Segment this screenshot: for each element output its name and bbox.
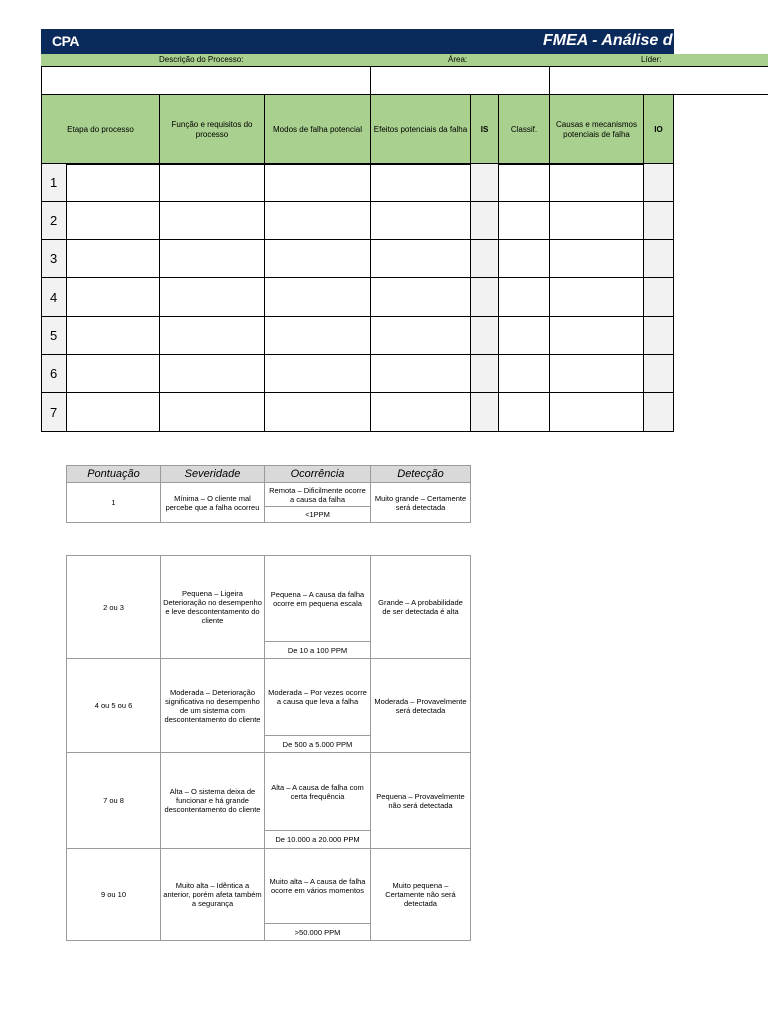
occurrence-ppm-cell: De 10 a 100 PPM: [264, 641, 371, 659]
grid-cell[interactable]: [643, 201, 674, 240]
ref-header: Ocorrência: [264, 465, 371, 483]
grid-cell[interactable]: [370, 316, 471, 355]
occurrence-ppm-cell: <1PPM: [264, 506, 371, 523]
grid-cell[interactable]: [264, 354, 371, 393]
grid-cell[interactable]: [498, 316, 550, 355]
grid-cell[interactable]: [159, 392, 265, 432]
grid-cell[interactable]: [643, 354, 674, 393]
grid-cell[interactable]: [498, 201, 550, 240]
score-cell: 2 ou 3: [66, 555, 161, 659]
leader-field[interactable]: [549, 66, 768, 95]
score-cell: 4 ou 5 ou 6: [66, 658, 161, 753]
row-number: 3: [41, 239, 67, 278]
occurrence-cell: Remota – Dificilmente ocorre a causa da falha: [264, 482, 371, 507]
occurrence-cell: Muito alta – A causa de falha ocorre em vários momentos: [264, 848, 371, 924]
grid-cell[interactable]: [498, 163, 550, 202]
occurrence-cell: Pequena – A causa da falha ocorre em pequena escala: [264, 555, 371, 642]
grid-cell[interactable]: [66, 239, 160, 278]
grid-cell[interactable]: [370, 392, 471, 432]
grid-cell[interactable]: [66, 354, 160, 393]
grid-cell[interactable]: [370, 277, 471, 317]
grid-cell[interactable]: [470, 163, 499, 202]
grid-cell[interactable]: [470, 354, 499, 393]
grid-cell[interactable]: [498, 392, 550, 432]
grid-cell[interactable]: [643, 163, 674, 202]
grid-cell[interactable]: [643, 239, 674, 278]
row-number: 1: [41, 163, 67, 202]
grid-cell[interactable]: [498, 239, 550, 278]
grid-cell[interactable]: [264, 316, 371, 355]
grid-cell[interactable]: [549, 163, 644, 202]
grid-cell[interactable]: [159, 163, 265, 202]
grid-cell[interactable]: [549, 354, 644, 393]
occurrence-ppm-cell: >50.000 PPM: [264, 923, 371, 941]
grid-cell[interactable]: [264, 392, 371, 432]
cpa-logo: [52, 33, 79, 49]
grid-cell[interactable]: [264, 239, 371, 278]
severity-cell: Muito alta – Idêntica a anterior, porém afeta também a segurança: [160, 848, 265, 941]
detection-cell: Moderada – Provavelmente será detectada: [370, 658, 471, 753]
grid-cell[interactable]: [470, 316, 499, 355]
process-description-label: Descrição do Processo:: [159, 55, 244, 64]
grid-cell[interactable]: [66, 277, 160, 317]
grid-cell[interactable]: [498, 277, 550, 317]
grid-cell[interactable]: [264, 277, 371, 317]
grid-cell[interactable]: [643, 316, 674, 355]
grid-cell[interactable]: [470, 201, 499, 240]
grid-cell[interactable]: [370, 354, 471, 393]
grid-cell[interactable]: [159, 277, 265, 317]
occurrence-ppm-cell: De 10.000 a 20.000 PPM: [264, 830, 371, 849]
grid-cell[interactable]: [370, 239, 471, 278]
row-number: 7: [41, 392, 67, 432]
grid-cell[interactable]: [643, 392, 674, 432]
column-header: Classif.: [498, 94, 550, 165]
column-header: Causas e mecanismos potenciais de falha: [549, 94, 644, 165]
grid-cell[interactable]: [470, 392, 499, 432]
row-number: 4: [41, 277, 67, 317]
grid-cell[interactable]: [549, 316, 644, 355]
process-description-field[interactable]: [41, 66, 371, 95]
severity-cell: Moderada – Deterioração significativa no desempenho de um sistema com descontentamento do cliente: [160, 658, 265, 753]
detection-cell: Muito grande – Certamente será detectada: [370, 482, 471, 523]
grid-cell[interactable]: [470, 277, 499, 317]
leader-label: Líder:: [641, 55, 662, 64]
occurrence-ppm-cell: De 500 a 5.000 PPM: [264, 735, 371, 753]
grid-cell[interactable]: [66, 316, 160, 355]
column-header: IS: [470, 94, 499, 165]
grid-cell[interactable]: [470, 239, 499, 278]
column-header: Efeitos potenciais da falha: [370, 94, 471, 165]
score-cell: 1: [66, 482, 161, 523]
detection-cell: Muito pequena – Certamente não será detectada: [370, 848, 471, 941]
logo-text: CPA: [52, 33, 80, 49]
grid-cell[interactable]: [549, 239, 644, 278]
grid-cell[interactable]: [159, 201, 265, 240]
row-number: 2: [41, 201, 67, 240]
detection-cell: Grande – A probabilidade de ser detectada é alta: [370, 555, 471, 659]
detection-cell: Pequena – Provavelmente não será detectada: [370, 752, 471, 849]
occurrence-cell: Moderada – Por vezes ocorre a causa que leva a falha: [264, 658, 371, 736]
severity-cell: Pequena – Ligeira Deterioração no desempenho e leve descontentamento do cliente: [160, 555, 265, 659]
grid-cell[interactable]: [159, 239, 265, 278]
severity-cell: Mínima – O cliente mal percebe que a falha ocorreu: [160, 482, 265, 523]
column-header: Modos de falha potencial: [264, 94, 371, 165]
grid-cell[interactable]: [264, 201, 371, 240]
grid-cell[interactable]: [159, 316, 265, 355]
grid-cell[interactable]: [264, 163, 371, 202]
ref-header: Pontuação: [66, 465, 161, 483]
column-header: Etapa do processo: [41, 94, 160, 165]
column-header: Função e requisitos do processo: [159, 94, 265, 165]
score-cell: 7 ou 8: [66, 752, 161, 849]
grid-cell[interactable]: [549, 277, 644, 317]
score-cell: 9 ou 10: [66, 848, 161, 941]
grid-cell[interactable]: [370, 163, 471, 202]
grid-cell[interactable]: [66, 392, 160, 432]
row-number: 6: [41, 354, 67, 393]
grid-cell[interactable]: [498, 354, 550, 393]
grid-cell[interactable]: [549, 392, 644, 432]
grid-cell[interactable]: [643, 277, 674, 317]
grid-cell[interactable]: [370, 201, 471, 240]
severity-cell: Alta – O sistema deixa de funcionar e há grande descontentamento do cliente: [160, 752, 265, 849]
grid-cell[interactable]: [159, 354, 265, 393]
column-header: IO: [643, 94, 674, 165]
grid-cell[interactable]: [66, 201, 160, 240]
occurrence-cell: Alta – A causa de falha com certa frequência: [264, 752, 371, 831]
grid-cell[interactable]: [549, 201, 644, 240]
row-number: 5: [41, 316, 67, 355]
grid-cell[interactable]: [66, 163, 160, 202]
ref-header: Severidade: [160, 465, 265, 483]
area-label: Área:: [448, 55, 468, 64]
page-title: FMEA - Análise d: [543, 32, 673, 49]
area-field[interactable]: [370, 66, 550, 95]
ref-header: Detecção: [370, 465, 471, 483]
